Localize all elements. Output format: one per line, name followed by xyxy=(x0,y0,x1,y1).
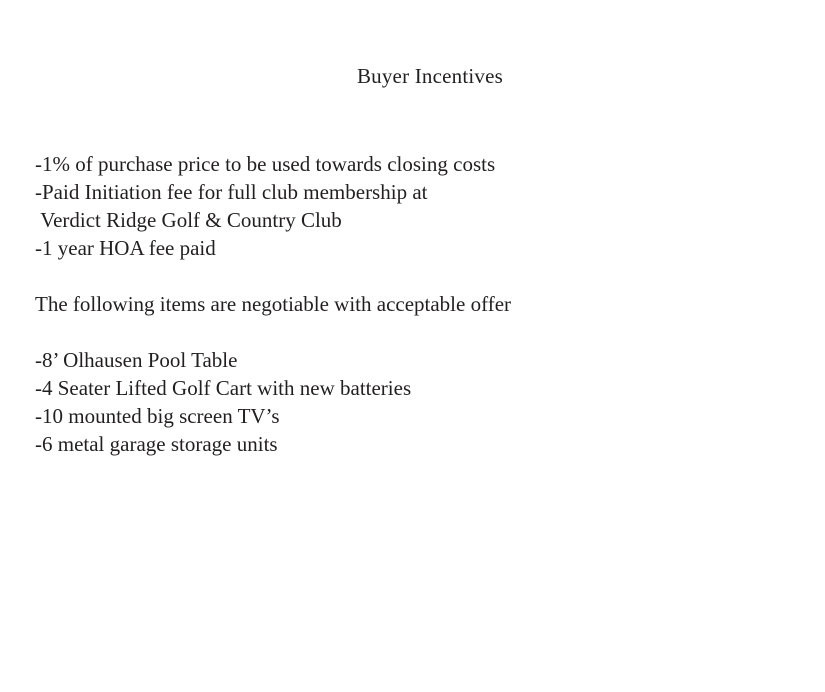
negotiable-item: -8’ Olhausen Pool Table xyxy=(35,348,238,372)
negotiable-item: -6 metal garage storage units xyxy=(35,432,278,456)
incentive-line: -1% of purchase price to be used towards closing costs xyxy=(35,152,496,176)
negotiable-items-list xyxy=(35,346,825,458)
negotiable-item: -4 Seater Lifted Golf Cart with new batteries xyxy=(35,376,412,400)
incentive-line: -1 year HOA fee paid xyxy=(35,236,216,260)
page-title: Buyer Incentives xyxy=(356,64,504,88)
incentives-list xyxy=(35,150,825,262)
incentive-line: -Paid Initiation fee for full club membership at xyxy=(35,180,428,204)
incentive-line-continuation: Verdict Ridge Golf & Country Club xyxy=(35,208,342,232)
negotiable-item: -10 mounted big screen TV’s xyxy=(35,404,280,428)
negotiable-heading: The following items are negotiable with acceptable offer xyxy=(35,292,512,316)
